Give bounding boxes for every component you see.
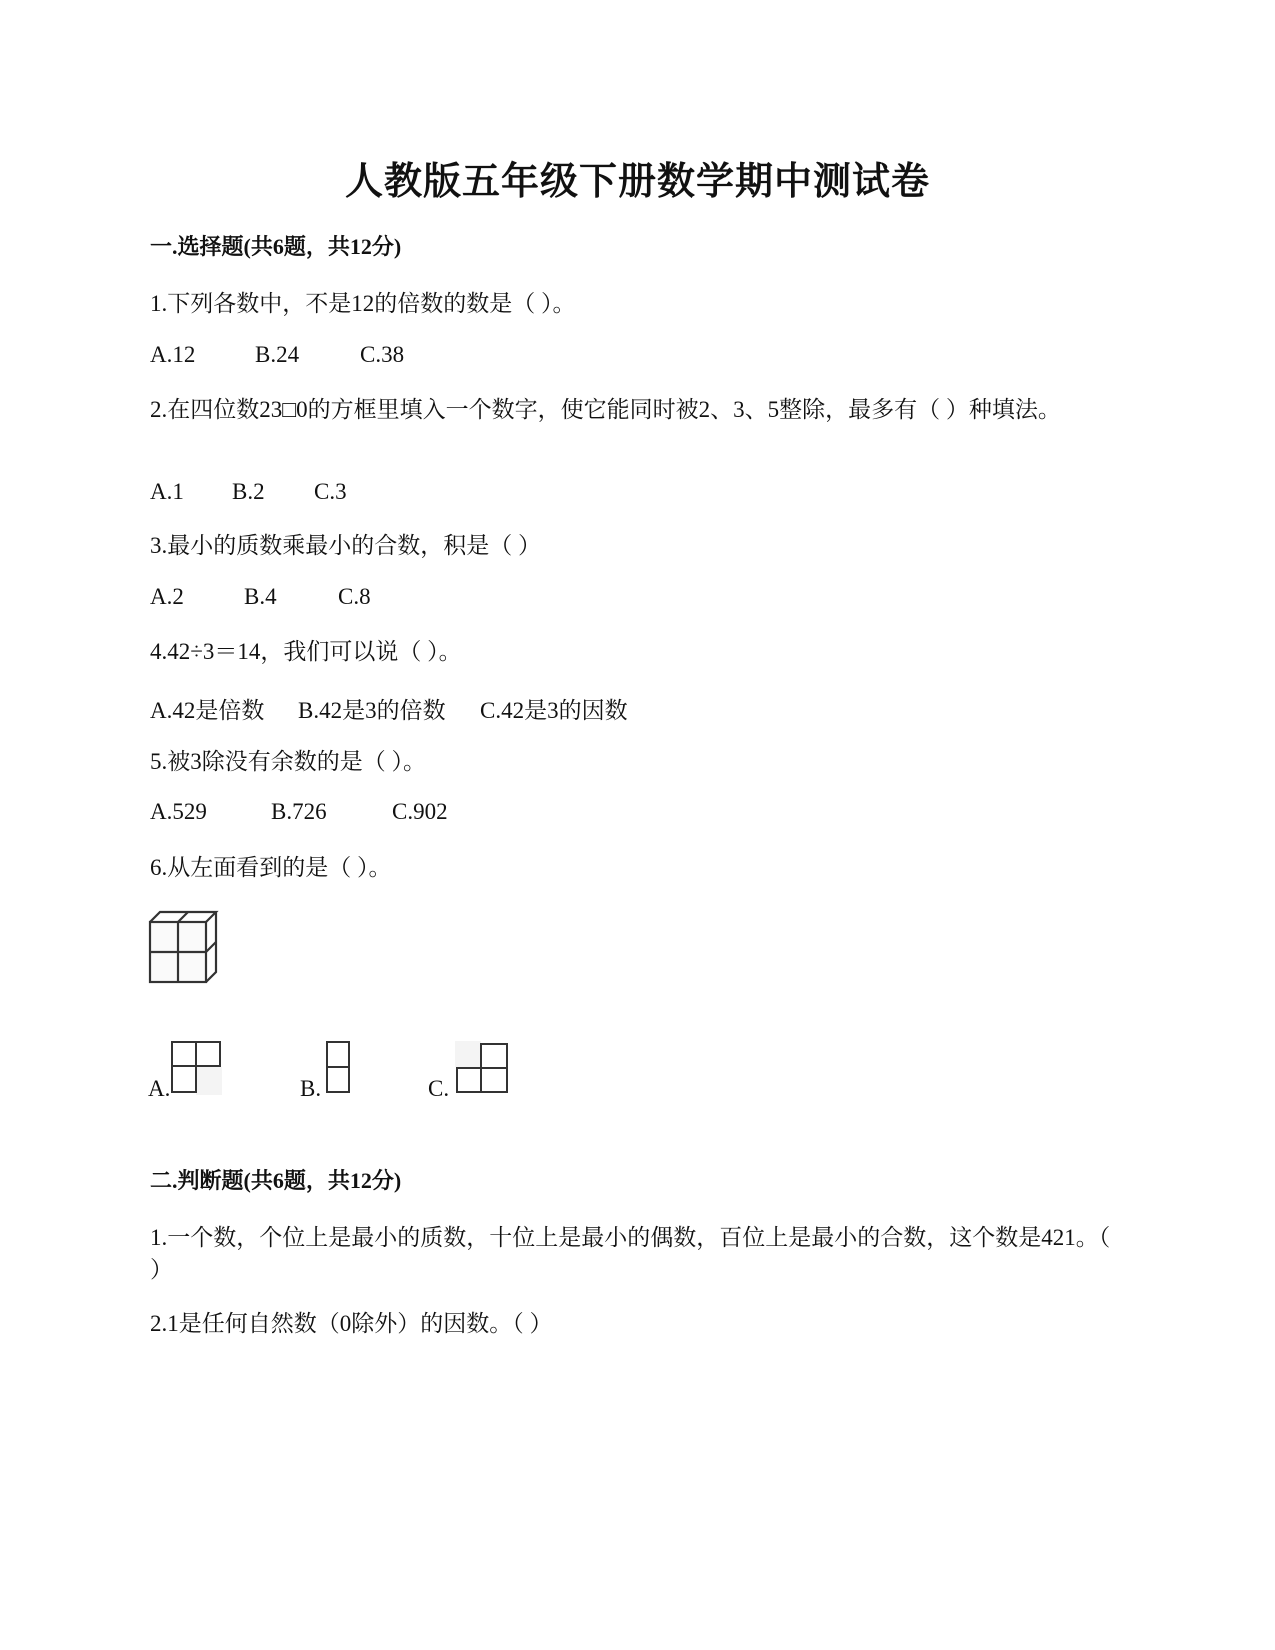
options-1-5 [150, 799, 448, 825]
option-b: B.4 [244, 584, 277, 609]
option-b: B.2 [232, 479, 265, 504]
option-b: B.24 [255, 342, 300, 367]
option-a: A.42是倍数 [150, 698, 265, 723]
option-a: A.2 [150, 584, 184, 609]
options-1-2 [150, 479, 347, 505]
question-1-2: 2.在四位数23□0的方框里填入一个数字，使它能同时被2、3、5整除，最多有（ ）种填法。 [150, 397, 1061, 422]
option-b-view-icon [326, 1041, 352, 1097]
question-2-2: 2.1是任何自然数（0除外）的因数。（ ） [150, 1311, 553, 1336]
option-c: C.902 [392, 799, 448, 824]
option-c-view-icon [455, 1041, 511, 1097]
question-1-6: 6.从左面看到的是（ ）。 [150, 855, 392, 880]
option-c: C.3 [314, 479, 347, 504]
option-c: C.8 [338, 584, 371, 609]
question-1-5: 5.被3除没有余数的是（ ）。 [150, 749, 426, 774]
question-2-1: 1.一个数，个位上是最小的质数，十位上是最小的偶数，百位上是最小的合数，这个数是421。（ ） [150, 1225, 1111, 1282]
option-a: A.12 [150, 342, 196, 367]
option-c: C.38 [360, 342, 405, 367]
figure-option-a-label: A. [148, 1076, 171, 1101]
option-a-view-icon [171, 1041, 223, 1097]
question-1-1: 1.下列各数中，不是12的倍数的数是（ ）。 [150, 291, 576, 316]
options-1-1 [150, 342, 404, 368]
option-a: A.1 [150, 479, 184, 504]
question-1-3: 3.最小的质数乘最小的合数，积是（ ） [150, 533, 541, 558]
section-heading-choice: 一.选择题(共6题，共12分) [150, 234, 402, 259]
figure-option-c-label: C. [428, 1076, 450, 1101]
page-title: 人教版五年级下册数学期中测试卷 [344, 161, 930, 203]
figure-option-b-label: B. [300, 1076, 322, 1101]
option-b: B.42是3的倍数 [298, 698, 446, 723]
option-a: A.529 [150, 799, 207, 824]
options-1-4 [150, 692, 628, 725]
section-heading-judgment: 二.判断题(共6题，共12分) [150, 1168, 402, 1193]
question-1-4: 4.42÷3＝14，我们可以说（ ）。 [150, 639, 462, 664]
cube-stack-icon [148, 910, 223, 985]
option-b: B.726 [271, 799, 327, 824]
option-c: C.42是3的因数 [480, 698, 628, 723]
options-1-3 [150, 584, 371, 610]
